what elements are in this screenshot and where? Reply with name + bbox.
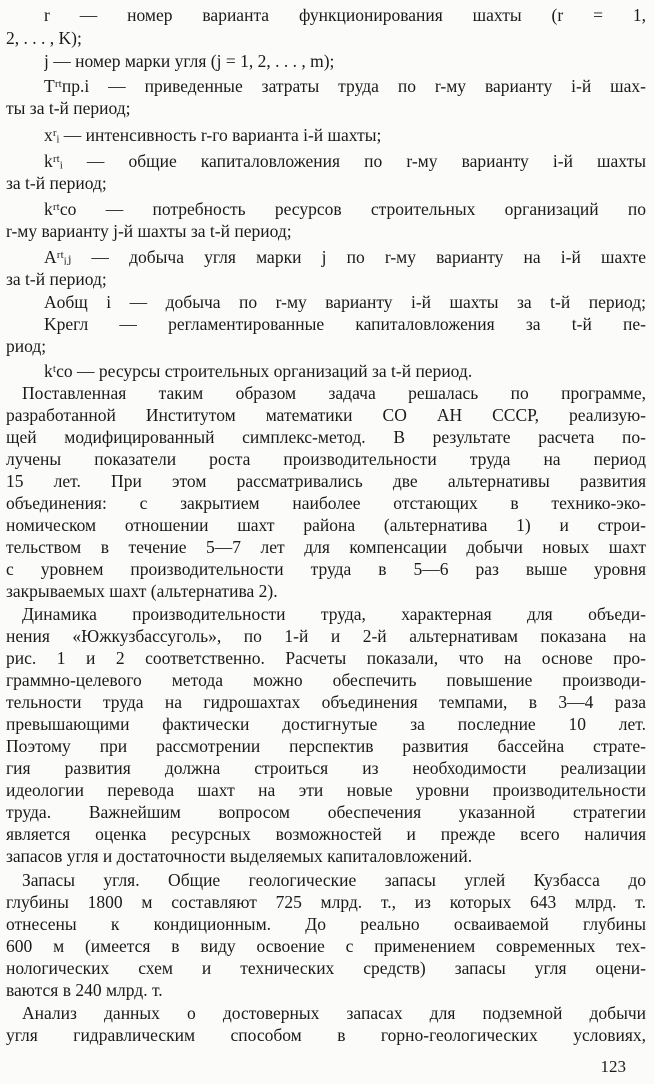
text-line: идеологии перевода шахт на эти новые уровни производительности: [6, 780, 646, 800]
text-line: щей модифицированный симплекс-метод. В результате расчета по-: [6, 427, 646, 447]
text-line: 600 м (имеется в виду освоение с применением современных тех-: [6, 936, 646, 956]
text-line: ты за t-й период;: [6, 98, 131, 118]
text-line: xʳᵢ — интенсивность r-го варианта i-й шахты;: [44, 125, 382, 145]
text-line: рис. 1 и 2 соответственно. Расчеты показали, что на основе про-: [6, 648, 646, 668]
text-line: 15 лет. При этом рассматривались две альтернативы развития: [6, 471, 646, 491]
page-number: 123: [600, 1057, 626, 1076]
text-line: Aʳᵗᵢⱼ — добыча угля марки j по r-му варианту на i-й шахте: [44, 247, 646, 267]
text-line: угля гидравлическим способом в горно-геологических условиях,: [6, 1025, 646, 1045]
text-line: r — номер варианта функционирования шахты (r = 1,: [44, 5, 646, 25]
text-line: является оценка ресурсных возможностей и прежде всего наличия: [6, 824, 646, 844]
text-line: тельством в течение 5—7 лет для компенсации добычи новых шахт: [6, 537, 646, 557]
text-line: j — номер марки угля (j = 1, 2, . . . , m);: [44, 51, 335, 71]
text-line: граммно-целевого метода можно обеспечить повышение производи-: [6, 670, 646, 690]
text-line: за t-й период;: [6, 173, 107, 193]
text-line: Запасы угля. Общие геологические запасы углей Кузбасса до: [22, 870, 646, 890]
text-line: превышающими фактически достигнутые за последние 10 лет.: [6, 714, 646, 734]
text-line: ваются в 240 млрд. т.: [6, 980, 163, 1000]
text-line: Tʳᵗпр.i — приведенные затраты труда по r-му варианту i-й шах-: [44, 76, 646, 96]
text-line: Kрегл — регламентированные капиталовложения за t-й пе-: [44, 314, 646, 334]
text-line: объединения: с закрытием наиболее отстающих в технико-эко-: [6, 493, 646, 513]
text-line: лучены показатели роста производительности труда на период: [6, 449, 646, 469]
text-line: Поэтому при рассмотрении перспектив развития бассейна страте-: [6, 736, 646, 756]
text-line: отнесены к кондиционным. До реально осваиваемой глубины: [6, 914, 646, 934]
text-line: риод;: [6, 336, 47, 356]
text-line: запасов угля и достаточности выделяемых капиталовложений.: [6, 846, 473, 866]
text-line: Aобщ i — добыча по r-му варианту i-й шахты за t-й период;: [44, 292, 646, 312]
text-line: номическом отношении шахт района (альтернатива 1) и строи-: [6, 515, 646, 535]
text-line: kᵗсо — ресурсы строительных организаций за t-й период.: [44, 361, 473, 381]
text-line: разработанной Институтом математики СО АН СССР, реализую-: [6, 405, 646, 425]
text-line: Анализ данных о достоверных запасах для подземной добычи: [22, 1003, 646, 1023]
text-line: kʳᵗсо — потребность ресурсов строительных организаций по: [44, 199, 646, 219]
text-line: за t-й период;: [6, 269, 107, 289]
text-line: гия развития должна строиться из необходимости реализации: [6, 758, 646, 778]
text-line: глубины 1800 м составляют 725 млрд. т., из которых 643 млрд. т.: [6, 892, 646, 912]
text-line: закрываемых шахт (альтернатива 2).: [6, 581, 278, 601]
text-line: Динамика производительности труда, характерная для объеди-: [22, 604, 646, 624]
text-line: нения «Южкузбассуголь», по 1-й и 2-й альтернативам показана на: [6, 626, 646, 646]
text-line: с уровнем производительности труда в 5—6 раз выше уровня: [6, 559, 646, 579]
text-line: kʳᵗᵢ — общие капиталовложения по r-му варианту i-й шахты: [44, 151, 646, 171]
text-line: тельности труда на гидрошахтах объединения темпами, в 3—4 раза: [6, 692, 646, 712]
text-line: нологических схем и технических средств) запасы угля оцени-: [6, 958, 646, 978]
text-line: r-му варианту j-й шахты за t-й период;: [6, 221, 292, 241]
text-line: труда. Важнейшим вопросом обеспечения указанной стратегии: [6, 802, 646, 822]
text-line: Поставленная таким образом задача решалась по программе,: [22, 383, 646, 403]
text-line: 2, . . . , K);: [6, 28, 82, 48]
